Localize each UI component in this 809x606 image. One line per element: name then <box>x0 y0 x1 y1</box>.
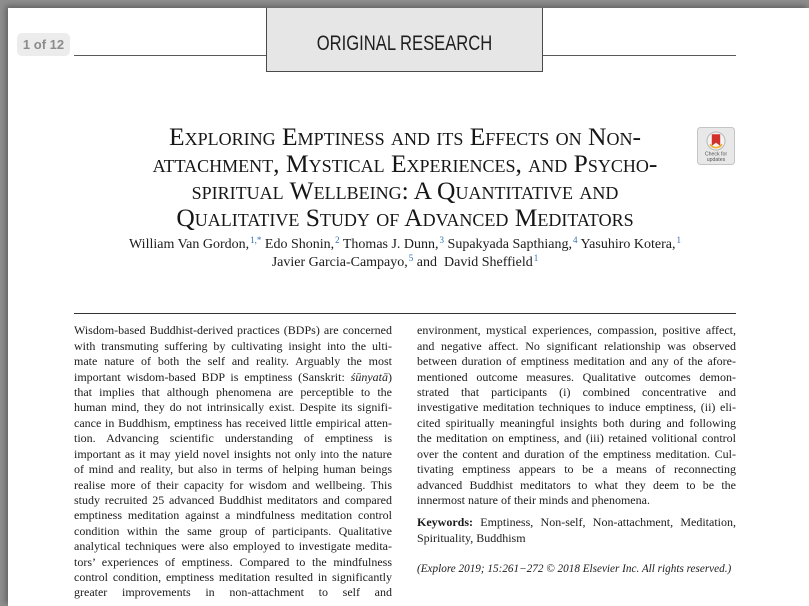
abstract-line: that implies that although phenomena are perceptible to the <box>74 384 392 399</box>
section-label-box <box>266 8 543 72</box>
abstract-line: human mind, they do not intrinsically exist. Despite its signifi- <box>74 400 392 415</box>
abstract-line: and negative affect. No significant relationship was observed <box>417 338 736 353</box>
check-for-updates-badge[interactable] <box>697 127 735 165</box>
abstract-rule <box>74 313 736 314</box>
keywords-block <box>417 515 736 546</box>
keywords-line <box>417 515 736 530</box>
author-name: William Van Gordon, <box>129 237 250 252</box>
abstract-line: greater improvements in non-attachment to self and <box>74 585 392 600</box>
abstract-line: strated that participants (i) combined concentrative and <box>417 384 736 399</box>
citation: (Explore 2019; 15:261−272 © 2018 Elsevier Inc. All rights reserved.) <box>417 563 732 576</box>
affiliation-link[interactable]: 2 <box>335 235 340 245</box>
abstract-line: control condition, emptiness meditation resulted in significantly <box>74 570 392 585</box>
abstract-left-column <box>74 323 392 601</box>
article-title <box>74 123 736 231</box>
abstract-line: of mind and reality, but also in terms of helping human beings <box>74 462 392 477</box>
abstract-right-column <box>417 323 736 508</box>
abstract-line-text: important wisdom-based BDP is emptiness (Sanskrit: <box>74 369 351 384</box>
abstract-line: analytical techniques were also employed to investigate medita- <box>74 539 392 554</box>
affiliation-link[interactable]: 5 <box>408 253 414 263</box>
abstract-line: Wisdom-based Buddhist-derived practices (BDPs) are concerned <box>74 323 392 338</box>
author-name: Javier Garcia-Campayo, <box>271 255 408 270</box>
keywords-text: Emptiness, Non-self, Non-attachment, Meditation, <box>480 515 736 530</box>
authors-line <box>74 254 736 272</box>
abstract-line: with transmuting suffering by cultivating insight into the ulti- <box>74 338 392 353</box>
abstract-line: cance in Buddhism, emptiness has received little empirical atten- <box>74 415 392 430</box>
abstract-line <box>74 370 392 385</box>
affiliation-link[interactable]: 1 <box>676 235 681 245</box>
abstract-line: the meditation on emptiness, and (iii) retained volitional control <box>417 431 736 446</box>
title-line: spiritual Wellbeing: A Quantitative and <box>191 176 619 205</box>
abstract-line: between duration of emptiness meditation and any of the afore- <box>417 354 736 369</box>
abstract-line: condition within the same group of participants. Qualitative <box>74 523 392 538</box>
author-name: David Sheffield <box>444 255 533 270</box>
page-indicator: 1 of 12 <box>17 33 70 56</box>
abstract-line: mentioned outcome measures. Qualitative outcomes demon- <box>417 369 736 384</box>
abstract-line: advanced Buddhist meditators to what they deem to be the <box>417 477 736 492</box>
title-line: Qualitative Study of Advanced Meditators <box>176 203 634 232</box>
abstract-line: emptiness meditation against a mindfulness meditation control <box>74 508 392 523</box>
section-label: ORIGINAL RESEARCH <box>316 32 493 55</box>
abstract-line: over the content and duration of the emptiness meditation. Cul- <box>417 446 736 461</box>
abstract-line: important as it may yield novel insights not only into the nature <box>74 446 392 461</box>
abstract-line: mate nature of both the self and reality. Arguably the most <box>74 354 392 369</box>
sanskrit-term: śūnyatā <box>350 369 388 384</box>
author-name: Edo Shonin, <box>264 237 335 252</box>
keywords-line: Spirituality, Buddhism <box>417 530 526 545</box>
author-name: Thomas J. Dunn, <box>342 237 439 252</box>
author-name: Supakyada Sapthiang, <box>447 237 572 252</box>
abstract-line: innermost nature of their minds and phenomena. <box>417 492 650 507</box>
abstract-line-text: ) <box>388 369 392 384</box>
abstract-line: tors’ experiences of emptiness. Compared to the mindfulness <box>74 554 392 569</box>
affiliation-link[interactable]: 4 <box>572 235 578 245</box>
affiliation-link[interactable]: 3 <box>439 235 445 245</box>
authors-conjunction: and <box>416 255 437 270</box>
authors-line <box>74 236 736 254</box>
abstract-line: study recruited 25 advanced Buddhist meditators and compared <box>74 492 392 507</box>
title-line: attachment, Mystical Experiences, and Psycho- <box>152 149 658 178</box>
abstract-line: realise more of their capacity for wisdom and wellbeing. This <box>74 477 392 492</box>
abstract-line: environment, mystical experiences, compassion, positive affect, <box>417 323 736 338</box>
abstract-line: tion. Advancing scientific understanding of emptiness is <box>74 431 392 446</box>
crossmark-text-line2: updates <box>706 157 726 163</box>
abstract-line: cited spiritually meaningful insights both during and following <box>417 415 736 430</box>
affiliation-link[interactable]: 1 <box>533 253 539 263</box>
affiliation-link[interactable]: 1,* <box>250 235 262 245</box>
abstract-line: tivating emptiness appears to be a means of reconnecting <box>417 462 736 477</box>
authors-block <box>74 236 736 272</box>
crossmark-icon <box>697 127 735 165</box>
author-name: Yasuhiro Kotera, <box>580 237 676 252</box>
abstract-line: investigative meditation techniques to induce emptiness, (ii) eli- <box>417 400 736 415</box>
crossmark-text-line1: Check for <box>704 151 728 158</box>
keywords-label: Keywords: <box>417 515 473 530</box>
title-line: Exploring Emptiness and its Effects on Non- <box>169 122 641 151</box>
